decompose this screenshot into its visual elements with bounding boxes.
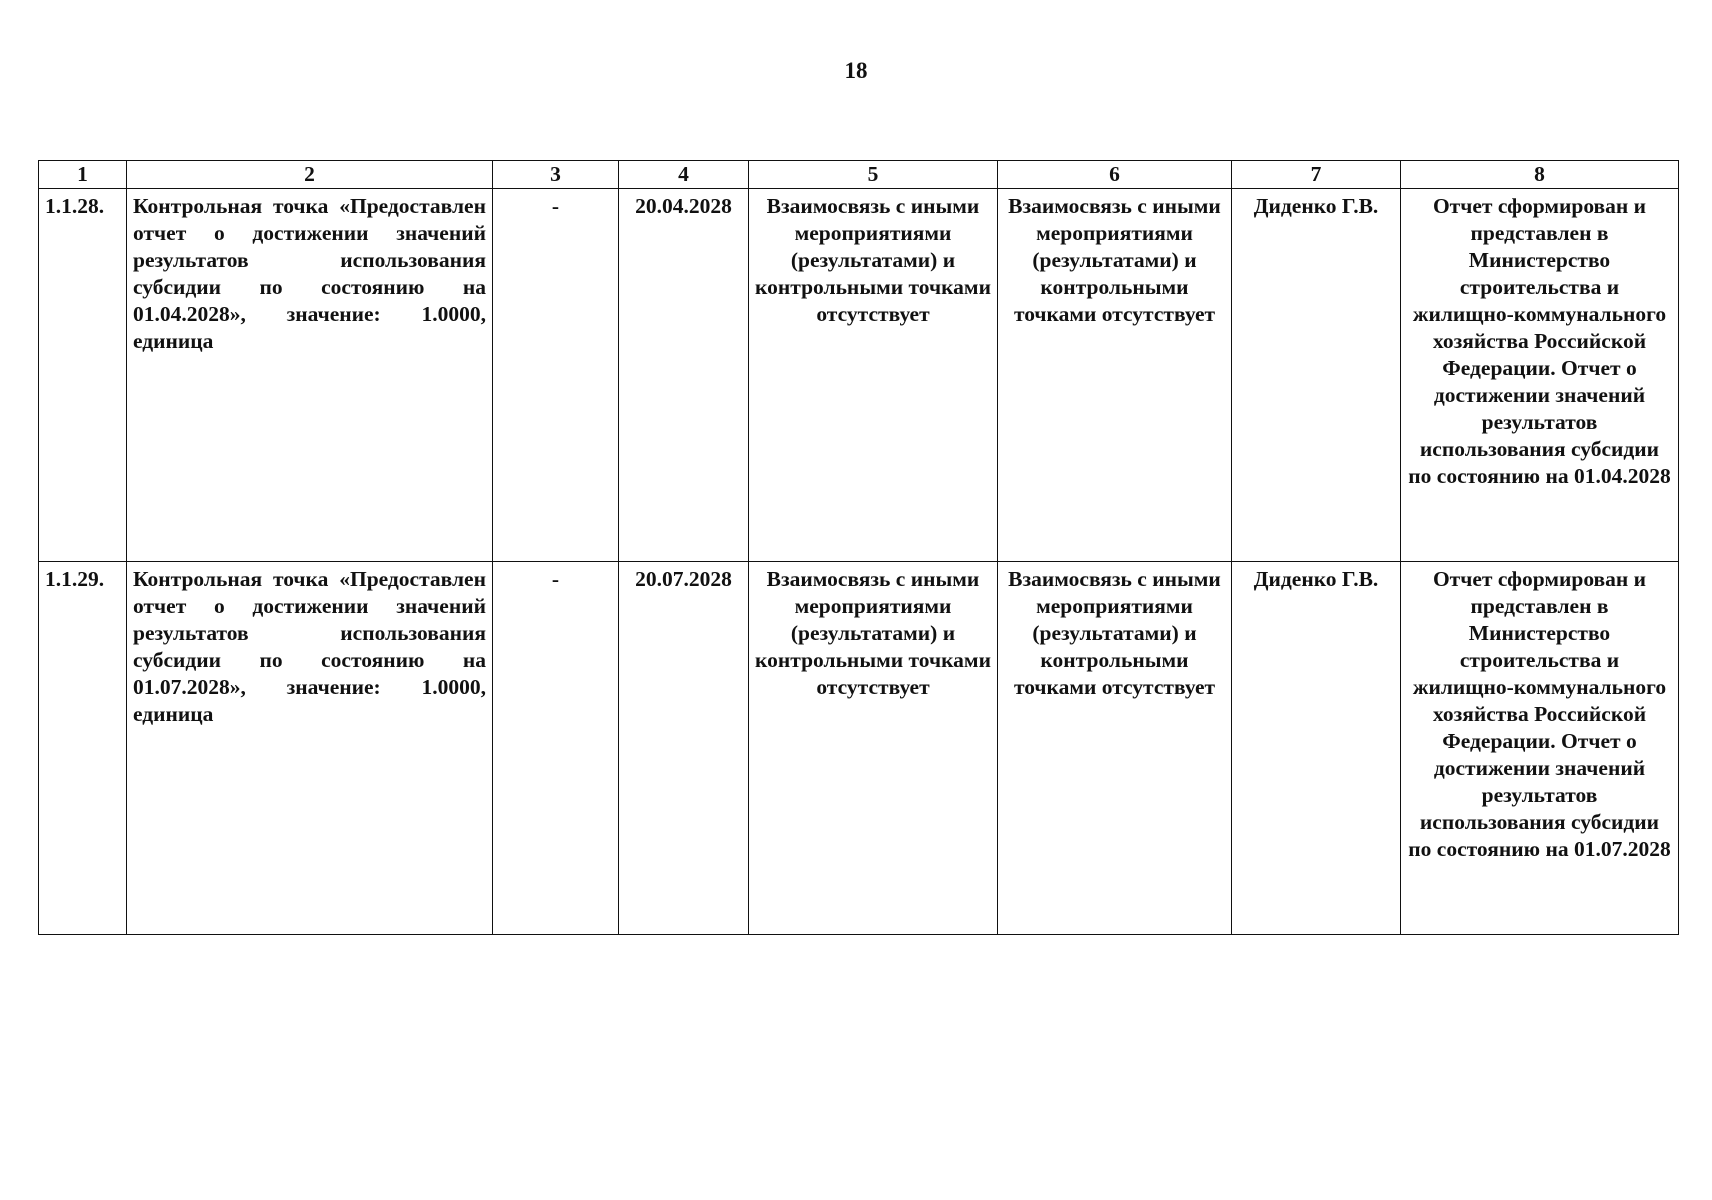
column-header: 6 [998, 161, 1232, 189]
result-description: Отчет сформирован и представлен в Министерство строительства и жилищно-коммунального хозяйства Российской Федерации. Отчет о достижении значений результатов использования субсидии по состоянию на 01.04.2028 [1401, 189, 1679, 562]
relationship-text: Взаимосвязь с иными мероприятиями (результатами) и контрольными точками отсутствует [998, 562, 1232, 935]
row-number: 1.1.29. [39, 562, 127, 935]
due-date: 20.07.2028 [619, 562, 749, 935]
column-header: 7 [1232, 161, 1401, 189]
column-header: 4 [619, 161, 749, 189]
result-description: Отчет сформирован и представлен в Министерство строительства и жилищно-коммунального хозяйства Российской Федерации. Отчет о достижении значений результатов использования субсидии по состоянию на 01.07.2028 [1401, 562, 1679, 935]
column-header: 1 [39, 161, 127, 189]
column-header: 5 [749, 161, 998, 189]
responsible-person: Диденко Г.В. [1232, 189, 1401, 562]
responsible-person: Диденко Г.В. [1232, 562, 1401, 935]
table-row [39, 189, 1679, 562]
schedule-table [38, 160, 1679, 935]
column-3-value: - [493, 189, 619, 562]
column-header: 3 [493, 161, 619, 189]
page-number: 18 [844, 58, 868, 83]
column-header: 2 [127, 161, 493, 189]
row-number: 1.1.28. [39, 189, 127, 562]
column-header: 8 [1401, 161, 1679, 189]
relationship-text: Взаимосвязь с иными мероприятиями (результатами) и контрольными точками отсутствует [749, 189, 998, 562]
header-row [39, 161, 1679, 189]
relationship-text: Взаимосвязь с иными мероприятиями (результатами) и контрольными точками отсутствует [749, 562, 998, 935]
checkpoint-name: Контрольная точка «Предоставлен отчет о достижении значений результатов использования субсидии по состоянию на 01.04.2028», значение: 1.0000, единица [127, 189, 493, 562]
relationship-text: Взаимосвязь с иными мероприятиями (результатами) и контрольными точками отсутствует [998, 189, 1232, 562]
table-row [39, 562, 1679, 935]
checkpoint-name: Контрольная точка «Предоставлен отчет о достижении значений результатов использования субсидии по состоянию на 01.07.2028», значение: 1.0000, единица [127, 562, 493, 935]
column-3-value: - [493, 562, 619, 935]
due-date: 20.04.2028 [619, 189, 749, 562]
